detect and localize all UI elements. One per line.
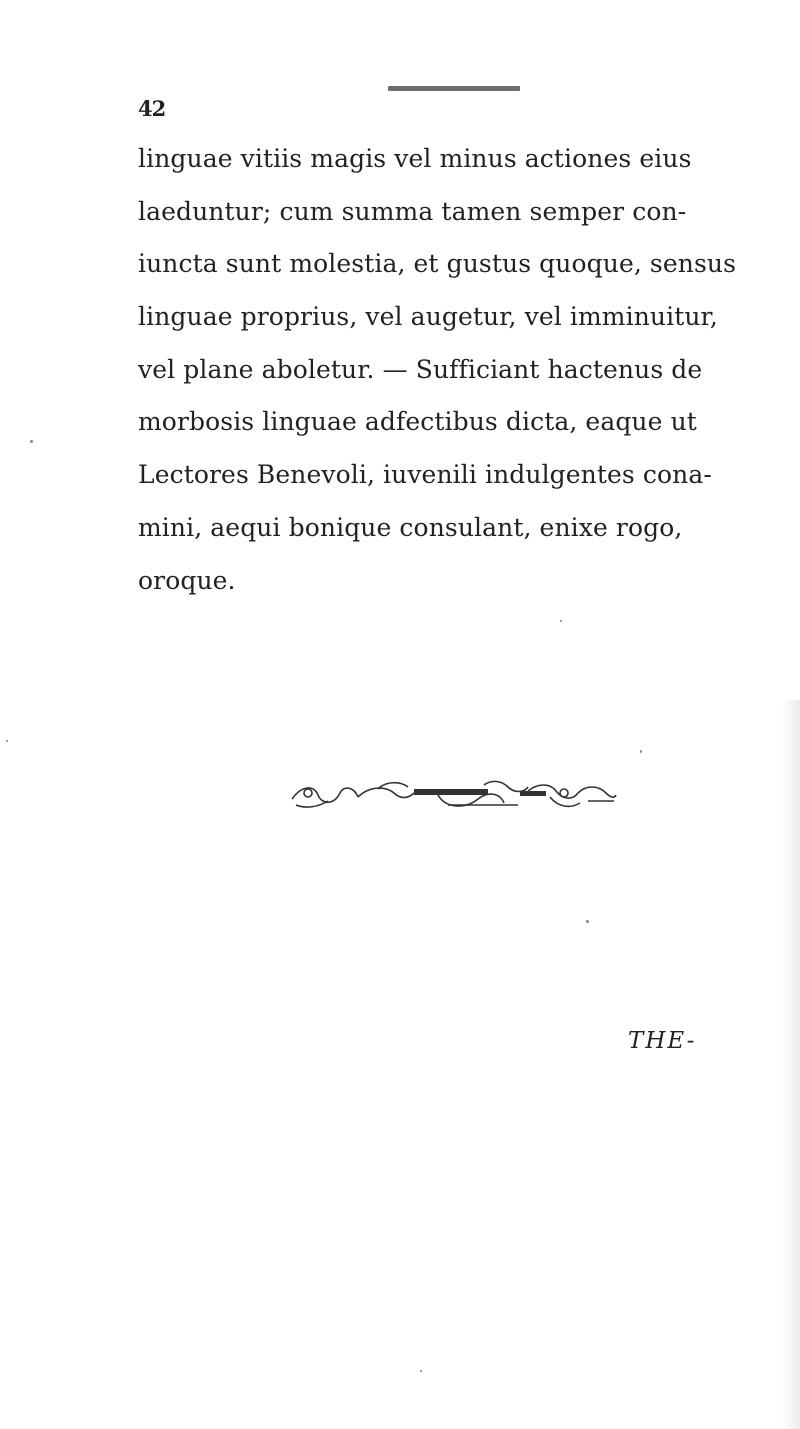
paper-speck (640, 750, 642, 753)
text-line: linguae proprius, vel augetur, vel imminuitur, (138, 302, 718, 332)
paper-speck (420, 1370, 422, 1372)
body-text (138, 133, 778, 607)
text-line: oroque. (138, 565, 236, 595)
paper-speck (560, 620, 562, 622)
paper-speck (586, 920, 589, 923)
text-line: mini, aequi bonique consulant, enixe rogo, (138, 512, 683, 542)
ornament-vignette-icon (288, 779, 618, 813)
catchword: THE- (628, 1028, 697, 1054)
text-line: vel plane aboletur. — Sufficiant hactenus de (138, 354, 703, 384)
page-number: 42 (138, 96, 166, 121)
header-rule (388, 86, 520, 91)
text-line: morbosis linguae adfectibus dicta, eaque ut (138, 407, 697, 437)
paper-speck (6, 740, 8, 742)
text-line: iuncta sunt molestia, et gustus quoque, sensus (138, 249, 737, 279)
page-edge-shadow (782, 700, 800, 1429)
paper-speck (30, 440, 33, 443)
text-line: linguae vitiis magis vel minus actiones eius (138, 144, 692, 173)
text-line: Lectores Benevoli, iuvenili indulgentes cona- (138, 460, 712, 490)
text-line: laeduntur; cum summa tamen semper con- (138, 196, 687, 226)
